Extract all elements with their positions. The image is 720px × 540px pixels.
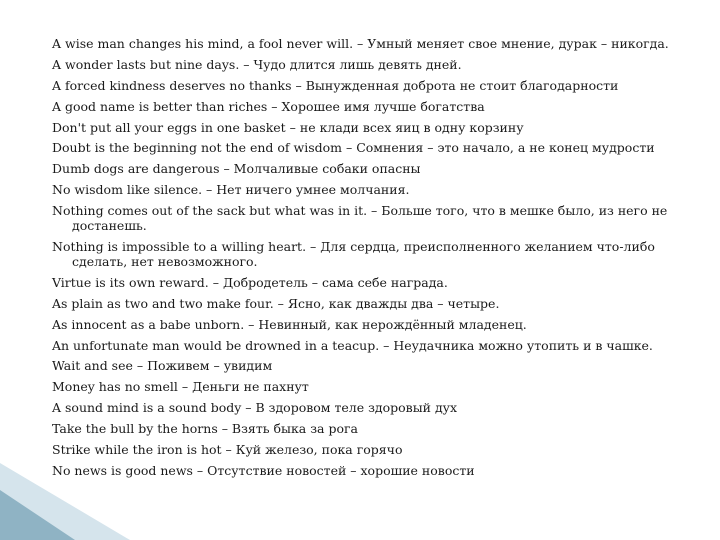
proverb-item: Strike while the iron is hot – Куй железо, пока горячо [52,442,403,458]
proverb-item: A wise man changes his mind, a fool never will. – Умный меняет свое мнение, дурак – никогда. [52,36,669,51]
proverb-item: Dumb dogs are dangerous – Молчаливые собаки опасны [52,161,421,177]
proverb-item: Take the bull by the horns – Взять быка за рога [52,421,358,437]
proverb-item: As innocent as a babe unborn. – Невинный, как нерождённый младенец. [52,316,527,332]
proverb-item: Virtue is its own reward. – Добродетель – сама себе награда. [52,274,448,290]
proverb-item: Nothing is impossible to a willing heart. – Для сердца, преисполненного желанием что-либо сделать, нет невозможного. [52,239,655,270]
proverb-item: A good name is better than riches – Хорошее имя лучше богатства [52,98,485,114]
proverb-list [52,36,692,484]
proverb-item: A sound mind is a sound body – В здоровом теле здоровый дух [52,400,458,416]
proverb-item: A wonder lasts but nine days. – Чудо длится лишь девять дней. [52,56,462,72]
proverb-item: No news is good news – Отсутствие новостей – хорошие новости [52,462,475,478]
proverb-item: An unfortunate man would be drowned in a teacup. – Неудачника можно утопить и в чашке. [52,337,653,353]
proverb-item: Nothing comes out of the sack but what was in it. – Больше того, что в мешке было, из него не достанешь. [52,203,668,234]
proverb-item: A forced kindness deserves no thanks – Вынужденная доброта не стоит благодарности [52,77,619,93]
proverb-item: Wait and see – Поживем – увидим [52,358,273,374]
proverb-item: No wisdom like silence. – Нет ничего умнее молчания. [52,182,410,198]
corner-decoration [0,445,130,540]
proverb-item: Money has no smell – Деньги не пахнут [52,379,309,395]
proverb-item: As plain as two and two make four. – Ясно, как дважды два – четыре. [52,295,500,311]
proverb-item: Doubt is the beginning not the end of wisdom – Сомнения – это начало, а не конец мудрости [52,140,655,156]
proverb-item: Don't put all your eggs in one basket – не клади всех яиц в одну корзину [52,119,524,135]
